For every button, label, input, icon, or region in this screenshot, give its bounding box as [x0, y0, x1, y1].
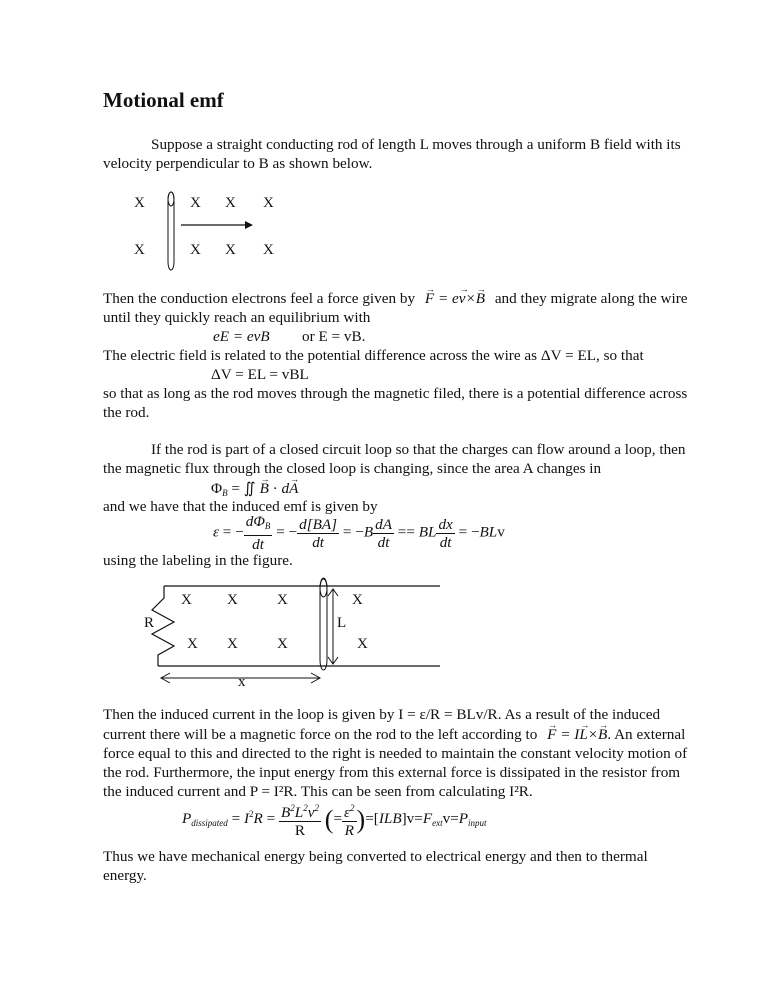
- para1-line2: velocity perpendicular to B as shown below.: [103, 155, 373, 172]
- para1-line1: Suppose a straight conducting rod of length L moves through a uniform B field with its: [151, 136, 681, 153]
- para4-line2: [103, 725, 685, 744]
- para4-line4: the rod. Furthermore, the input energy from this external force is dissipated in the resistor from: [103, 764, 681, 781]
- flux-equation: $\Phi_B$ = ∬ B → · dA →: [211, 479, 298, 503]
- field-x: X: [277, 592, 288, 608]
- field-x: X: [225, 242, 236, 258]
- para2-line2: until they quickly reach an equilibrium with: [103, 309, 371, 326]
- field-x: X: [357, 636, 368, 652]
- para2-line4: so that as long as the rod moves through the magnetic filed, there is a potential difference across: [103, 385, 688, 402]
- page-title: Motional emf: [103, 88, 224, 112]
- field-x: X: [187, 636, 198, 652]
- field-x: X: [181, 592, 192, 608]
- text: Then the conduction electrons feel a force given by: [103, 290, 416, 307]
- power-equation: $P_{dissipated} = I^2R$ = $\frac{B^2L^2v^2}{R}$ (= $\frac{\varepsilon^2}{R}$ )$=[ILB]v=F_{ext}v=P_{input}$: [182, 800, 487, 839]
- equilibrium-equation-alt: or E = vB.: [302, 328, 366, 345]
- text: and they migrate along the wire: [494, 290, 688, 307]
- text: . An external: [607, 726, 686, 743]
- text: current there will be a magnetic force on the rod to the left according to: [103, 726, 538, 743]
- para5-line2: energy.: [103, 867, 147, 884]
- equilibrium-equation: eE = evB: [213, 328, 270, 345]
- force-equation: F → = ev →×B →: [425, 290, 485, 307]
- resistor-icon: [152, 586, 174, 666]
- potential-equation: ΔV = EL = vBL: [211, 366, 309, 383]
- field-x: X: [134, 195, 145, 211]
- field-x: X: [190, 195, 201, 211]
- para3-line4: using the labeling in the figure.: [103, 552, 293, 569]
- field-x: X: [134, 242, 145, 258]
- field-x: X: [263, 242, 274, 258]
- para4-line3: force equal to this and directed to the right is needed to maintain the constant velocity motion of: [103, 745, 688, 762]
- length-label: L: [337, 615, 347, 631]
- para3-line2: the magnetic flux through the closed loop is changing, since the area A changes in: [103, 460, 602, 477]
- distance-label: x: [238, 674, 246, 690]
- field-x: X: [277, 636, 288, 652]
- field-x: X: [190, 242, 201, 258]
- para4-line5: the induced current and P = I²R. This can be seen from calculating I²R.: [103, 783, 533, 800]
- para4-line1: Then the induced current in the loop is given by I = ε/R = BLv/R. As a result of the induced: [103, 706, 661, 723]
- field-x: X: [352, 592, 363, 608]
- field-x: X: [227, 636, 238, 652]
- emf-equation: ε = − $\frac{d\Phi_B}{dt}$ = − $\frac{d[BA]}{dt}$ = −B $\frac{dA}{dt}$ == BL $\frac{dx}{dt}$ = −BLv: [213, 513, 505, 553]
- para3-line1: If the rod is part of a closed circuit loop so that the charges can flow around a loop, then: [151, 441, 686, 458]
- field-x: X: [263, 195, 274, 211]
- para2-line3: The electric field is related to the potential difference across the wire as ΔV = EL, so that: [103, 347, 644, 364]
- field-x: X: [225, 195, 236, 211]
- field-x: X: [227, 592, 238, 608]
- para2-line5: the rod.: [103, 404, 150, 421]
- para3-line3: and we have that the induced emf is given by: [103, 498, 378, 515]
- para5-line1: Thus we have mechanical energy being converted to electrical energy and then to thermal: [103, 848, 648, 865]
- resistor-label: R: [144, 615, 155, 631]
- magnetic-force-equation: F → = IL →×B →: [547, 726, 607, 743]
